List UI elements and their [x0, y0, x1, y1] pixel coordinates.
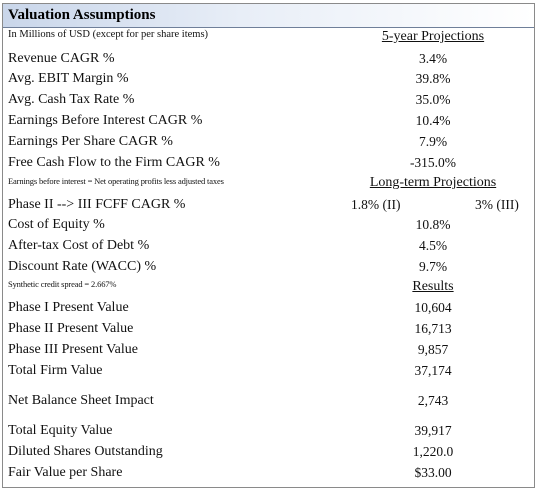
ebit-margin-value: 39.8%: [415, 71, 451, 86]
cost-of-debt-label: After-tax Cost of Debt %: [8, 238, 150, 253]
revenue-cagr-value: 3.4%: [418, 51, 448, 66]
revenue-cagr-label: Revenue CAGR %: [8, 51, 115, 66]
wacc-label: Discount Rate (WACC) %: [8, 259, 157, 274]
net-balance-sheet-label: Net Balance Sheet Impact: [8, 393, 154, 408]
ebi-cagr-label: Earnings Before Interest CAGR %: [8, 113, 203, 128]
five-year-heading: 5-year Projections: [381, 29, 485, 44]
phase3-cagr-value: 3% (III): [475, 197, 519, 212]
diluted-shares-label: Diluted Shares Outstanding: [8, 444, 163, 459]
ebi-footnote: Earnings before interest = Net operating profits less adjusted taxes: [8, 176, 224, 186]
net-balance-sheet-value: 2,743: [417, 393, 449, 408]
phase3-pv-label: Phase III Present Value: [8, 342, 138, 357]
phase2-pv-value: 16,713: [414, 321, 452, 336]
phase1-pv-value: 10,604: [414, 300, 452, 315]
cost-of-debt-value: 4.5%: [418, 238, 448, 253]
total-firm-value-value: 37,174: [414, 363, 452, 378]
credit-spread-footnote: Synthetic credit spread = 2.667%: [8, 279, 117, 289]
fcff-cagr-label: Free Cash Flow to the Firm CAGR %: [8, 155, 220, 170]
panel-title: Valuation Assumptions: [8, 7, 156, 23]
fcff-cagr-value: -315.0%: [409, 155, 457, 170]
total-equity-value-label: Total Equity Value: [8, 423, 113, 438]
eps-cagr-value: 7.9%: [418, 134, 448, 149]
diluted-shares-value: 1,220.0: [412, 444, 454, 459]
phase2-pv-label: Phase II Present Value: [8, 321, 134, 336]
phase-cagr-label: Phase II --> III FCFF CAGR %: [8, 197, 186, 212]
eps-cagr-label: Earnings Per Share CAGR %: [8, 134, 173, 149]
phase1-pv-label: Phase I Present Value: [8, 300, 129, 315]
wacc-value: 9.7%: [418, 259, 448, 274]
units-note: In Millions of USD (except for per share items): [8, 29, 209, 40]
ebi-cagr-value: 10.4%: [415, 113, 451, 128]
cost-of-equity-value: 10.8%: [415, 217, 451, 232]
phase2-cagr-value: 1.8% (II): [351, 197, 401, 212]
cash-tax-rate-value: 35.0%: [415, 92, 451, 107]
total-equity-value-value: 39,917: [414, 423, 452, 438]
cost-of-equity-label: Cost of Equity %: [8, 217, 105, 232]
valuation-assumptions-panel: [2, 3, 535, 488]
phase3-pv-value: 9,857: [417, 342, 449, 357]
fair-value-value: $33.00: [414, 465, 452, 480]
total-firm-value-label: Total Firm Value: [8, 363, 103, 378]
long-term-heading: Long-term Projections: [369, 175, 497, 190]
fair-value-label: Fair Value per Share: [8, 465, 123, 480]
results-heading: Results: [412, 279, 454, 294]
cash-tax-rate-label: Avg. Cash Tax Rate %: [8, 92, 135, 107]
ebit-margin-label: Avg. EBIT Margin %: [8, 71, 129, 86]
